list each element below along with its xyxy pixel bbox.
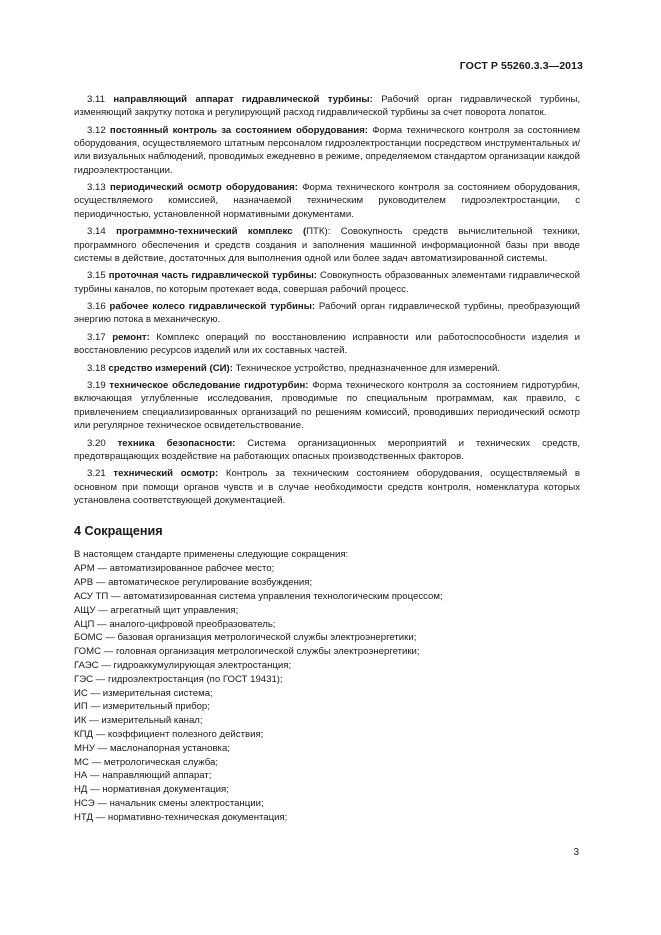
- section-intro: В настоящем стандарте применены следующие сокращения:: [74, 549, 349, 561]
- definition-text: Система организационных мероприятий и технических средств, предотвращающих воздействие на работающих опасных производственных факторов.: [74, 437, 580, 462]
- definition-item: [74, 467, 580, 507]
- definition-item: [74, 300, 580, 327]
- definition-number: 3.21: [87, 468, 106, 480]
- abbreviation-item: ГЭС — гидроэлектростанция (по ГОСТ 19431);: [74, 673, 283, 685]
- definition-item: [74, 331, 580, 358]
- definitions-list: [74, 93, 580, 507]
- abbreviation-item: НТД — нормативно-техническая документация;: [74, 811, 288, 823]
- abbreviation-item: МНУ — маслонапорная установка;: [74, 742, 230, 754]
- definition-term: технический осмотр:: [113, 468, 219, 480]
- definition-item: [74, 93, 580, 120]
- page-content: [74, 93, 580, 825]
- definition-number: 3.20: [87, 437, 106, 449]
- definition-text: Совокупность образованных элементами гидравлической турбины каналов, по которым протекает вода, совершая рабочий процесс.: [74, 270, 580, 295]
- definition-term: рабочее колесо гидравлической турбины:: [109, 301, 316, 313]
- abbreviation-item: ИС — измерительная система;: [74, 687, 213, 699]
- definition-number: 3.15: [87, 270, 106, 282]
- definition-term: направляющий аппарат гидравлической турбины:: [113, 94, 373, 105]
- definition-item: [74, 181, 580, 221]
- abbreviation-item: ИК — измерительный канал;: [74, 715, 203, 727]
- definition-number: 3.14: [87, 226, 106, 238]
- definition-number: 3.18: [87, 362, 106, 374]
- abbreviations-list: [74, 562, 580, 824]
- definition-text: Рабочий орган гидравлической турбины, изменяющий закрутку потока и регулирующий расход гидравлической турбины за счет поворота лопаток.: [74, 94, 581, 119]
- definition-item: [74, 379, 580, 432]
- definition-text: Контроль за техническим состоянием оборудования, осуществляемый в основном при помощи органов чувств и в случае необходимости средств контроля, номенклатура которых установлена соответствующей документацией.: [74, 468, 580, 506]
- definition-number: 3.19: [87, 380, 106, 392]
- abbreviation-item: НА — направляющий аппарат;: [74, 770, 212, 782]
- abbreviation-item: КПД — коэффициент полезного действия;: [74, 729, 264, 741]
- definition-number: 3.17: [87, 331, 106, 343]
- abbreviation-item: АРВ — автоматическое регулирование возбуждения;: [74, 577, 313, 589]
- definition-number: 3.13: [87, 182, 106, 194]
- abbreviation-item: ИП — измерительный прибор;: [74, 701, 210, 713]
- document-code-header: ГОСТ Р 55260.3.3—2013: [459, 60, 583, 72]
- definition-number: 3.12: [87, 124, 106, 136]
- page-number: 3: [573, 847, 579, 858]
- definition-term: постоянный контроль за состоянием оборудования:: [109, 124, 369, 136]
- definition-item: [74, 269, 580, 296]
- definition-term: программно-технический комплекс (: [116, 226, 307, 238]
- abbreviation-item: НД — нормативная документация;: [74, 784, 229, 796]
- definition-item: [74, 437, 580, 464]
- abbreviation-item: АЦП — аналого-цифровой преобразователь;: [74, 618, 276, 630]
- definition-item: [74, 225, 580, 265]
- definition-text: Форма технического контроля за состоянием гидротурбин, включающая углубленные исследования, проводимые по специальным программам, как правило, с привлечением специализированных организаций по решениям комиссий, проводивших периодический осмотр или регулярное техническое освидетельствование.: [74, 380, 581, 432]
- abbreviation-item: ГАЭС — гидроаккумулирующая электростанция;: [74, 660, 292, 672]
- definition-term: техника безопасности:: [117, 437, 236, 449]
- definition-number: 3.11: [87, 94, 105, 105]
- definition-text: Форма технического контроля за состоянием оборудования, осуществляемого штатным персоналом гидроэлектростанции посредством инструментальных и/или визуальных наблюдений, проводимых ежедневно в режиме, определяемом стандартом организации каждой гидроэлектростанции.: [74, 124, 580, 176]
- abbreviation-item: АЩУ — агрегатный щит управления;: [74, 604, 239, 616]
- definition-text: Техническое устройство, предназначенное для измерений.: [235, 362, 500, 374]
- definition-number: 3.16: [87, 301, 106, 313]
- definition-term: проточная часть гидравлической турбины:: [108, 270, 317, 282]
- abbreviation-item: МС — метрологическая служба;: [74, 756, 219, 768]
- definition-term: техническое обследование гидротурбин:: [109, 380, 309, 392]
- definition-item: [74, 124, 580, 177]
- abbreviation-item: ГОМС — головная организация метрологической службы электроэнергетики;: [74, 646, 420, 658]
- abbreviation-item: НСЭ — начальник смены электростанции;: [74, 798, 264, 810]
- definition-item: [74, 362, 580, 375]
- abbreviation-item: БОМС — базовая организация метрологической службы электроэнергетики;: [74, 632, 417, 644]
- definition-text: ПТК): Совокупность средств вычислительной техники, программного обеспечения и средств создания и заполнения машинной информационной базы при вводе системы в действие, достаточных для выполнения одной или более задач автоматизированной системы.: [74, 226, 580, 264]
- definition-text: Форма технического контроля за состоянием оборудования, осуществляемого комиссией, назначаемой техническим руководителем гидроэлектростанции, с периодичностью, установленной нормативными документами.: [74, 182, 581, 220]
- definition-term: ремонт:: [112, 331, 150, 343]
- abbreviation-item: АРМ — автоматизированное рабочее место;: [74, 563, 275, 575]
- section-title: 4 Сокращения: [74, 524, 163, 539]
- definition-text: Комплекс операций по восстановлению исправности или работоспособности изделия и восстановлению ресурсов изделий или их составных частей.: [74, 331, 581, 357]
- definition-term: периодический осмотр оборудования:: [109, 182, 298, 194]
- definition-term: средство измерений (СИ):: [108, 362, 233, 374]
- abbreviation-item: АСУ ТП — автоматизированная система управления технологическим процессом;: [74, 591, 443, 603]
- definition-text: Рабочий орган гидравлической турбины, преобразующий энергию потока в механическую.: [74, 301, 580, 326]
